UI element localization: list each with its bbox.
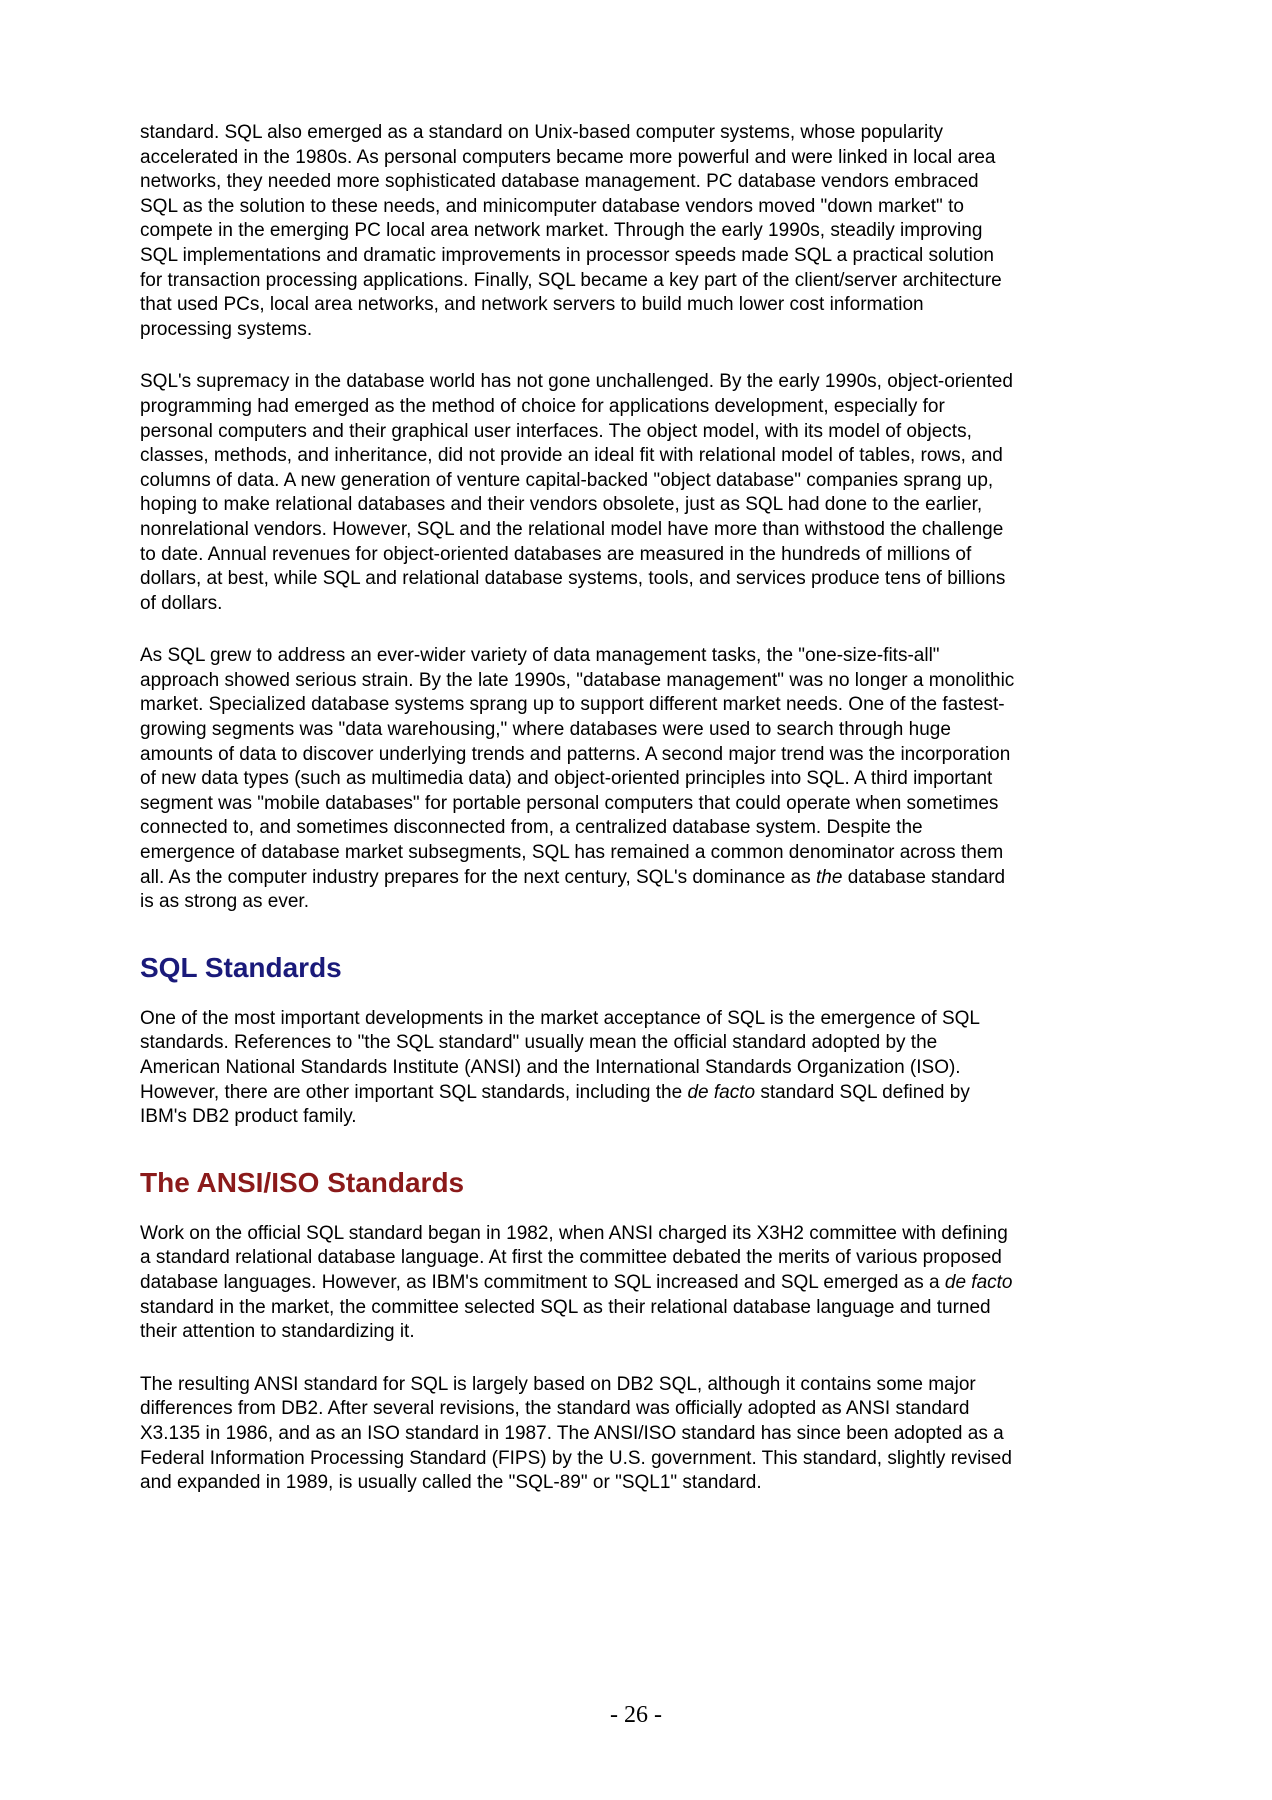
emphasis-text: the bbox=[816, 866, 843, 888]
paragraph-text: As SQL grew to address an ever-wider variety of data management tasks, the "one-size-fits-all" approach showed serious strain. By the late 1990s, "database management" was no longer a monolithic market. Specialized database systems sprang up to support different market needs. One of the fastest-growing segments was "data warehousing," where databases were used to search through huge amounts of data to discover underlying trends and patterns. A second major trend was the incorporation of new data types (such as multimedia data) and object-oriented principles into SQL. A third important segment was "mobile databases" for portable personal computers that could operate when sometimes connected to, and sometimes disconnected from, a centralized database system. Despite the emergence of database market subsegments, SQL has remained a common denominator across them all. As the computer industry prepares for the next century, SQL's dominance as bbox=[140, 645, 1015, 888]
document-body bbox=[140, 121, 1020, 1524]
paragraph-text: standard in the market, the committee selected SQL as their relational database language and turned their attention to standardizing it. bbox=[140, 1296, 991, 1343]
paragraph-object-databases: SQL's supremacy in the database world has not gone unchallenged. By the early 1990s, object-oriented programming had emerged as the method of choice for applications development, especially for personal computers and their graphical user interfaces. The object model, with its model of objects, classes, methods, and inheritance, did not provide an ideal fit with relational model of tables, rows, and columns of data. A new generation of venture capital-backed "object database" companies sprang up, hoping to make relational databases and their vendors obsolete, just as SQL had done to the earlier, nonrelational vendors. However, SQL and the relational model have more than withstood the challenge to date. Annual revenues for object-oriented databases are measured in the hundreds of millions of dollars, at best, while SQL and relational database systems, tools, and services produce tens of billions of dollars. bbox=[140, 371, 1013, 614]
heading-ansi-iso-standards: The ANSI/ISO Standards bbox=[140, 1166, 465, 1198]
paragraph-sql-standards bbox=[140, 1007, 1020, 1130]
paragraph-text: standard SQL defined by IBM's DB2 product family. bbox=[140, 1081, 970, 1128]
emphasis-text: de facto bbox=[687, 1081, 756, 1103]
paragraph-ansi-standard-result: The resulting ANSI standard for SQL is largely based on DB2 SQL, although it contains some major differences from DB2. After several revisions, the standard was officially adopted as ANSI standard X3.135 in 1986, and as an ISO standard in 1987. The ANSI/ISO standard has since been adopted as a Federal Information Processing Standard (FIPS) by the U.S. government. This standard, slightly revised and expanded in 1989, is usually called the "SQL-89" or "SQL1" standard. bbox=[140, 1373, 1012, 1494]
paragraph-text: Work on the official SQL standard began in 1982, when ANSI charged its X3H2 committee with defining a standard relational database language. At first the committee debated the merits of various proposed database languages. However, as IBM's commitment to SQL increased and SQL emerged as a bbox=[140, 1222, 1008, 1293]
emphasis-text: de facto bbox=[944, 1271, 1013, 1293]
heading-sql-standards: SQL Standards bbox=[140, 951, 342, 983]
page-number: - 26 - bbox=[610, 1702, 662, 1728]
paragraph-sql-history: standard. SQL also emerged as a standard on Unix-based computer systems, whose popularity accelerated in the 1980s. As personal computers became more powerful and were linked in local area networks, they needed more sophisticated database management. PC database vendors embraced SQL as the solution to these needs, and minicomputer database vendors moved "down market" to compete in the emerging PC local area network market. Through the early 1990s, steadily improving SQL implementations and dramatic improvements in processor speeds made SQL a practical solution for transaction processing applications. Finally, SQL became a key part of the client/server architecture that used PCs, local area networks, and network servers to build much lower cost information processing systems. bbox=[140, 122, 1002, 340]
paragraph-market-segments bbox=[140, 644, 1020, 915]
paragraph-ansi-work bbox=[140, 1222, 1020, 1345]
paragraph-text: One of the most important developments in the market acceptance of SQL is the emergence of SQL standards. References to "the SQL standard" usually mean the official standard adopted by the American National Standards Institute (ANSI) and the International Standards Organization (ISO). However, there are other important SQL standards, including the bbox=[140, 1007, 980, 1103]
paragraph-text: database standard is as strong as ever. bbox=[140, 866, 1006, 913]
